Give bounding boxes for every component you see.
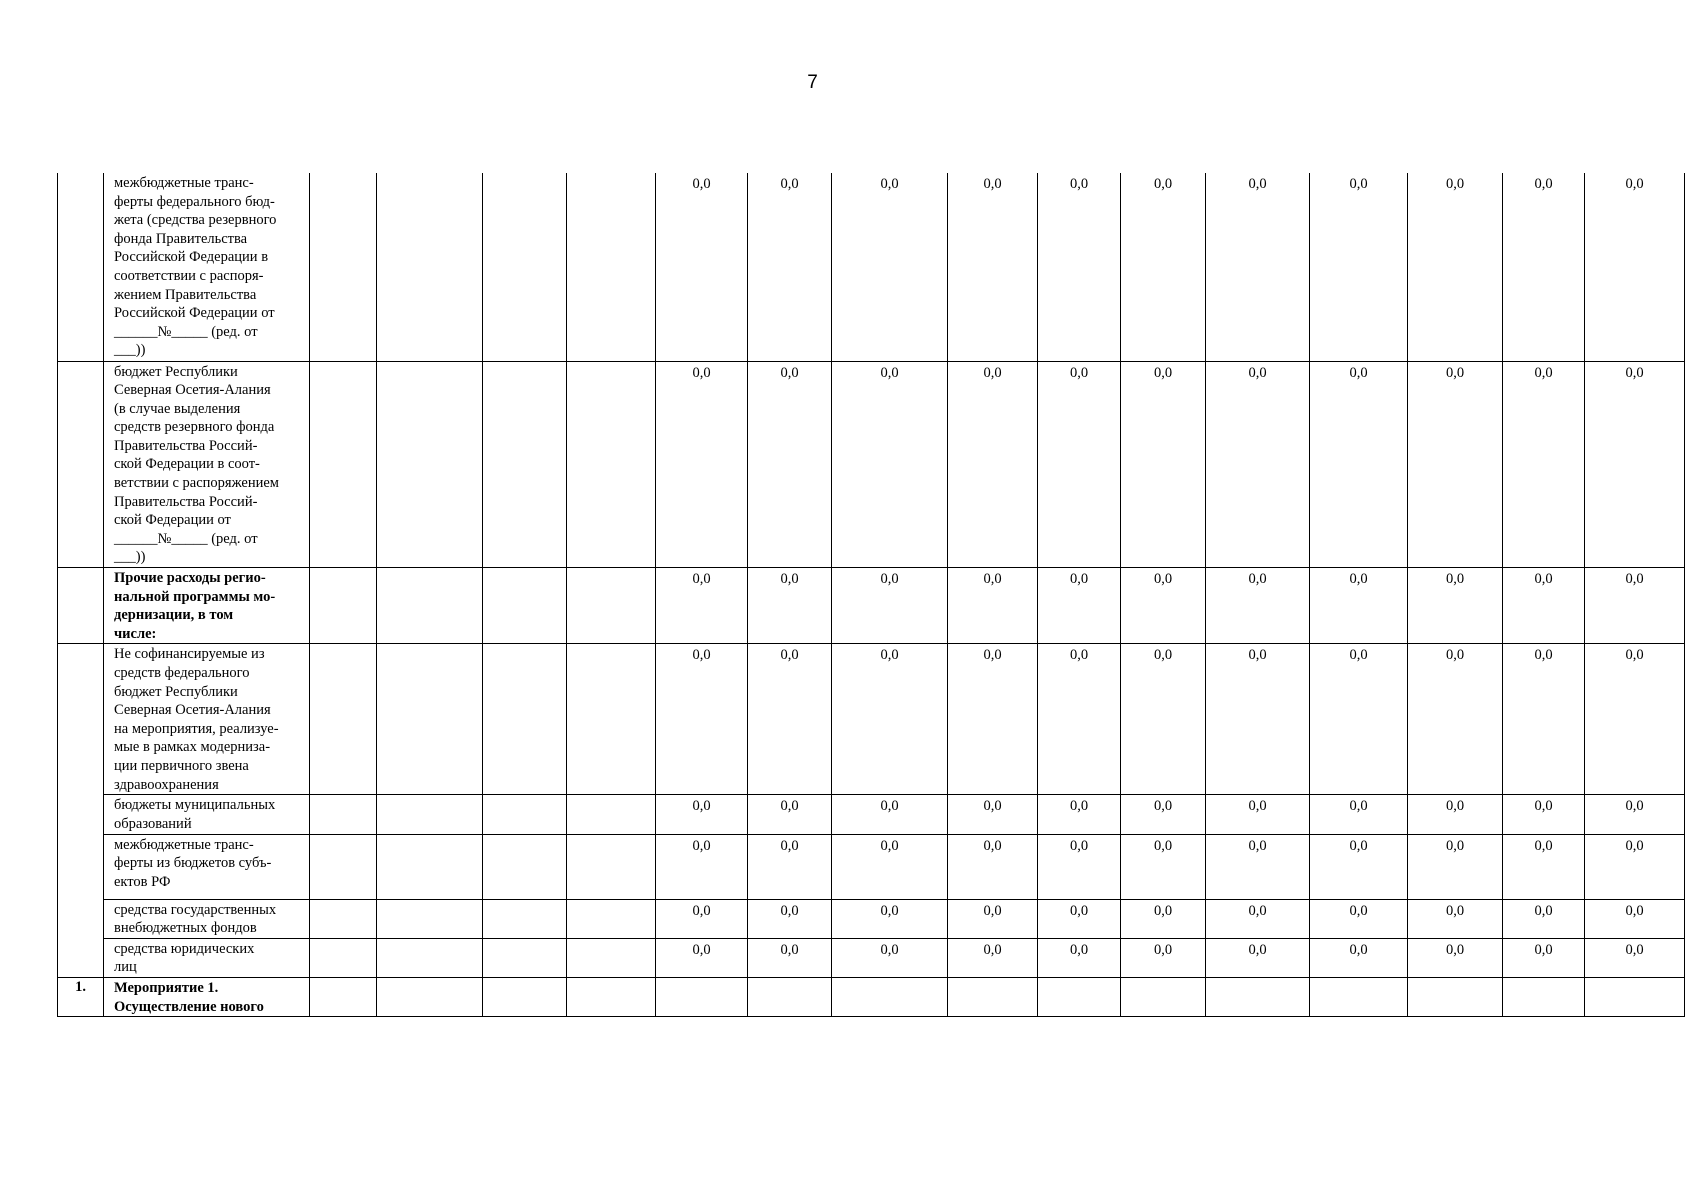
empty-cell: [483, 361, 567, 568]
value-cell: 0,0: [1408, 568, 1503, 644]
empty-cell: [310, 834, 377, 899]
value-cell: 0,0: [1585, 834, 1685, 899]
table-row: [58, 977, 1685, 1016]
value-cell: 0,0: [832, 644, 948, 795]
value-cell: 0,0: [1206, 361, 1310, 568]
table-row: [58, 795, 1685, 834]
value-cell: 0,0: [1408, 899, 1503, 938]
row-description: средства государственных внебюджетных фондов: [104, 899, 310, 938]
value-cell: 0,0: [832, 899, 948, 938]
value-cell: 0,0: [1206, 938, 1310, 977]
value-cell: 0,0: [748, 568, 832, 644]
value-cell: 0,0: [748, 644, 832, 795]
value-cell: 0,0: [1206, 834, 1310, 899]
value-cell: 0,0: [948, 361, 1038, 568]
index-cell: [58, 795, 104, 834]
empty-cell: [483, 795, 567, 834]
value-cell: 0,0: [1503, 361, 1585, 568]
index-cell: [58, 899, 104, 938]
empty-cell: [567, 899, 656, 938]
empty-cell: [310, 795, 377, 834]
empty-cell: [567, 834, 656, 899]
index-cell: [58, 938, 104, 977]
empty-cell: [310, 173, 377, 361]
table-row: [58, 834, 1685, 899]
value-cell: 0,0: [1038, 899, 1121, 938]
value-cell: [1038, 977, 1121, 1016]
value-cell: 0,0: [1038, 834, 1121, 899]
value-cell: 0,0: [1038, 361, 1121, 568]
empty-cell: [483, 568, 567, 644]
value-cell: 0,0: [748, 938, 832, 977]
value-cell: [1585, 977, 1685, 1016]
value-cell: 0,0: [1585, 361, 1685, 568]
value-cell: 0,0: [1310, 644, 1408, 795]
value-cell: 0,0: [832, 795, 948, 834]
value-cell: 0,0: [1121, 795, 1206, 834]
value-cell: 0,0: [948, 938, 1038, 977]
value-cell: 0,0: [1408, 834, 1503, 899]
empty-cell: [377, 899, 483, 938]
empty-cell: [310, 644, 377, 795]
financing-table: [57, 173, 1685, 1017]
value-cell: [748, 977, 832, 1016]
empty-cell: [310, 361, 377, 568]
table-row: [58, 568, 1685, 644]
value-cell: 0,0: [748, 795, 832, 834]
value-cell: 0,0: [656, 795, 748, 834]
empty-cell: [483, 938, 567, 977]
value-cell: 0,0: [1206, 568, 1310, 644]
value-cell: 0,0: [748, 834, 832, 899]
empty-cell: [567, 173, 656, 361]
value-cell: 0,0: [948, 899, 1038, 938]
empty-cell: [483, 834, 567, 899]
value-cell: 0,0: [1585, 795, 1685, 834]
value-cell: 0,0: [832, 568, 948, 644]
value-cell: 0,0: [1585, 899, 1685, 938]
row-description: Не софинансируемые из средств федерального бюджет Республики Северная Осетия-Алания на мероприятия, реализуе- мые в рамках модерниза- ции первичного звена здравоохранения: [104, 644, 310, 795]
value-cell: 0,0: [1310, 173, 1408, 361]
value-cell: 0,0: [1206, 795, 1310, 834]
value-cell: 0,0: [1121, 938, 1206, 977]
value-cell: 0,0: [1121, 361, 1206, 568]
value-cell: 0,0: [1585, 938, 1685, 977]
value-cell: 0,0: [1121, 568, 1206, 644]
index-cell: 1.: [58, 977, 104, 1016]
value-cell: 0,0: [656, 568, 748, 644]
empty-cell: [377, 173, 483, 361]
value-cell: 0,0: [1310, 361, 1408, 568]
value-cell: 0,0: [948, 834, 1038, 899]
value-cell: [1206, 977, 1310, 1016]
value-cell: 0,0: [1206, 899, 1310, 938]
value-cell: 0,0: [948, 644, 1038, 795]
value-cell: 0,0: [1408, 795, 1503, 834]
empty-cell: [567, 795, 656, 834]
value-cell: 0,0: [1408, 361, 1503, 568]
value-cell: 0,0: [948, 173, 1038, 361]
value-cell: 0,0: [1038, 938, 1121, 977]
value-cell: 0,0: [656, 361, 748, 568]
value-cell: 0,0: [1503, 173, 1585, 361]
value-cell: 0,0: [1585, 173, 1685, 361]
page-number: 7: [807, 72, 818, 93]
empty-cell: [377, 977, 483, 1016]
value-cell: [1503, 977, 1585, 1016]
index-cell: [58, 173, 104, 361]
value-cell: 0,0: [1310, 834, 1408, 899]
empty-cell: [310, 568, 377, 644]
value-cell: 0,0: [1408, 644, 1503, 795]
value-cell: 0,0: [1585, 568, 1685, 644]
empty-cell: [483, 173, 567, 361]
empty-cell: [310, 977, 377, 1016]
empty-cell: [377, 568, 483, 644]
value-cell: 0,0: [1121, 834, 1206, 899]
value-cell: 0,0: [832, 361, 948, 568]
table-row: [58, 644, 1685, 795]
empty-cell: [567, 361, 656, 568]
empty-cell: [377, 361, 483, 568]
table-row: [58, 173, 1685, 361]
value-cell: 0,0: [1121, 644, 1206, 795]
value-cell: 0,0: [748, 361, 832, 568]
empty-cell: [310, 899, 377, 938]
value-cell: 0,0: [1038, 644, 1121, 795]
empty-cell: [377, 644, 483, 795]
empty-cell: [567, 977, 656, 1016]
value-cell: [832, 977, 948, 1016]
value-cell: 0,0: [656, 173, 748, 361]
value-cell: 0,0: [656, 938, 748, 977]
value-cell: 0,0: [1310, 938, 1408, 977]
value-cell: 0,0: [1206, 644, 1310, 795]
value-cell: 0,0: [748, 173, 832, 361]
table-row: [58, 899, 1685, 938]
value-cell: 0,0: [1503, 834, 1585, 899]
value-cell: 0,0: [1503, 644, 1585, 795]
empty-cell: [377, 795, 483, 834]
index-cell: [58, 644, 104, 795]
value-cell: 0,0: [656, 834, 748, 899]
value-cell: 0,0: [1585, 644, 1685, 795]
value-cell: 0,0: [1408, 173, 1503, 361]
value-cell: 0,0: [1310, 899, 1408, 938]
empty-cell: [567, 938, 656, 977]
row-description: средства юридических лиц: [104, 938, 310, 977]
empty-cell: [377, 834, 483, 899]
row-description: бюджеты муниципальных образований: [104, 795, 310, 834]
value-cell: [1408, 977, 1503, 1016]
empty-cell: [483, 899, 567, 938]
empty-cell: [483, 644, 567, 795]
empty-cell: [310, 938, 377, 977]
value-cell: 0,0: [656, 644, 748, 795]
value-cell: [1121, 977, 1206, 1016]
row-description: межбюджетные транс- ферты из бюджетов субъ- ектов РФ: [104, 834, 310, 899]
value-cell: 0,0: [1408, 938, 1503, 977]
row-description: бюджет Республики Северная Осетия-Алания (в случае выделения средств резервного фонда Правительства Россий- ской Федерации в соот- ветствии с распоряжением Правительства Россий- ской Федерации от ______№_____ (ред. от ___)): [104, 361, 310, 568]
index-cell: [58, 361, 104, 568]
value-cell: 0,0: [748, 899, 832, 938]
value-cell: 0,0: [1503, 795, 1585, 834]
value-cell: 0,0: [1121, 173, 1206, 361]
index-cell: [58, 568, 104, 644]
value-cell: 0,0: [832, 173, 948, 361]
value-cell: 0,0: [1038, 173, 1121, 361]
row-description: Мероприятие 1. Осуществление нового: [104, 977, 310, 1016]
empty-cell: [567, 568, 656, 644]
value-cell: 0,0: [948, 795, 1038, 834]
value-cell: 0,0: [1310, 568, 1408, 644]
value-cell: 0,0: [1038, 795, 1121, 834]
value-cell: 0,0: [1206, 173, 1310, 361]
empty-cell: [567, 644, 656, 795]
row-description: межбюджетные транс- ферты федерального бюд- жета (средства резервного фонда Правительства Российской Федерации в соответствии с распоря- жением Правительства Российской Федерации от ______№_____ (ред. от ___)): [104, 173, 310, 361]
value-cell: 0,0: [1503, 899, 1585, 938]
empty-cell: [377, 938, 483, 977]
value-cell: [948, 977, 1038, 1016]
index-cell: [58, 834, 104, 899]
table-row: [58, 361, 1685, 568]
table-row: [58, 938, 1685, 977]
value-cell: [656, 977, 748, 1016]
value-cell: 0,0: [656, 899, 748, 938]
value-cell: 0,0: [832, 938, 948, 977]
value-cell: 0,0: [1310, 795, 1408, 834]
value-cell: 0,0: [1503, 938, 1585, 977]
value-cell: 0,0: [948, 568, 1038, 644]
value-cell: 0,0: [1121, 899, 1206, 938]
value-cell: [1310, 977, 1408, 1016]
value-cell: 0,0: [832, 834, 948, 899]
value-cell: 0,0: [1503, 568, 1585, 644]
value-cell: 0,0: [1038, 568, 1121, 644]
empty-cell: [483, 977, 567, 1016]
row-description: Прочие расходы регио- нальной программы мо- дернизации, в том числе:: [104, 568, 310, 644]
